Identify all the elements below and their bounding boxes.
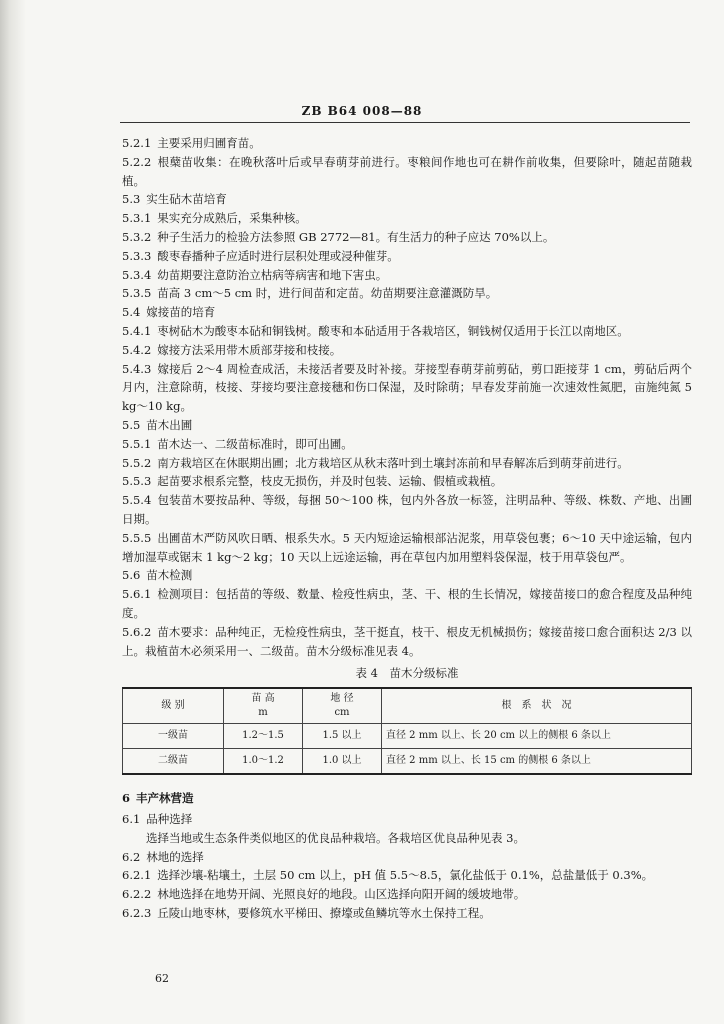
clause-text: 南方栽培区在休眠期出圃；北方栽培区从秋末落叶到土壤封冻前和早春解冻后到萌芽前进行。 — [157, 455, 629, 470]
table-row — [123, 749, 692, 775]
sections-6 — [122, 810, 692, 923]
paragraph — [122, 529, 692, 567]
standard-code-header: ZB B64 008—88 — [301, 104, 423, 118]
cell-root: 直径 2 mm 以上、长 20 cm 以上的侧根 6 条以上 — [382, 724, 692, 749]
table-header-row — [123, 688, 692, 724]
clause-number: 5.6 — [122, 568, 141, 583]
clause-number: 6.2 — [122, 849, 141, 864]
clause-number: 5.3.1 — [122, 211, 152, 226]
chapter-6-heading — [122, 789, 692, 808]
clause-text: 嫁接后 2～4 周检查成活，未接活者要及时补接。芽接型春萌芽前剪砧，剪口距接芽 1 cm，剪砧后两个月内，注意除萌，枝接、芽接均要注意接穗和伤口保湿，及时除萌；早春发芽前施一次速效性氮肥，亩施纯氮 5 kg～10 kg。 — [122, 361, 692, 414]
clause-number: 5.3.3 — [122, 248, 152, 263]
clause-text: 苗木达一、二级苗标准时，即可出圃。 — [157, 436, 353, 451]
table-title: 表 4 苗木分级标准 — [355, 666, 459, 681]
paragraph — [122, 454, 692, 473]
clause-text: 林地的选择 — [146, 849, 204, 864]
clause-number: 5.4.3 — [122, 361, 152, 376]
col-root: 根 系 状 况 — [382, 688, 692, 724]
clause-number: 5.3 — [122, 192, 141, 207]
clause-number: 6.2.2 — [122, 887, 152, 902]
col-diameter-label: 地 径 — [330, 693, 354, 705]
clause-text: 选择当地或生态条件类似地区的优良品种栽培。各栽培区优良品种见表 3。 — [146, 830, 525, 845]
clause-number: 5.6.1 — [122, 587, 152, 602]
clause-number: 5.3.2 — [122, 229, 152, 244]
clause-text: 起苗要求根系完整，枝皮无损伤，并及时包装、运输、假植或栽植。 — [157, 474, 503, 489]
scan-edge-shadow — [0, 0, 26, 1024]
paragraph — [122, 190, 692, 209]
clause-number: 6.2.3 — [122, 905, 152, 920]
paragraph — [122, 303, 692, 322]
cell-root: 直径 2 mm 以上、长 15 cm 的侧根 6 条以上 — [382, 749, 692, 775]
paragraph — [122, 341, 692, 360]
paragraph — [122, 810, 692, 829]
cell-height: 1.2～1.5 — [224, 724, 303, 749]
cell-grade: 一级苗 — [123, 724, 224, 749]
clause-text: 林地选择在地势开阔、光照良好的地段。山区选择向阳开阔的缓坡地带。 — [157, 887, 526, 902]
paragraph — [122, 322, 692, 341]
clause-number: 5.5 — [122, 417, 141, 432]
clause-text: 苗高 3 cm～5 cm 时，进行间苗和定苗。幼苗期要注意灌溉防旱。 — [157, 286, 498, 301]
clause-number: 5.4 — [122, 305, 141, 320]
col-diameter — [303, 688, 382, 724]
chapter-title: 丰产林营造 — [136, 791, 194, 806]
clause-text: 苗木要求：品种纯正，无检疫性病虫，茎干挺直，枝干、根皮无机械损伤；嫁接苗接口愈合面积达 2/3 以上。栽植苗木必须采用一、二级苗。苗木分级标准见表 4。 — [122, 624, 692, 658]
clause-number: 5.2.1 — [122, 136, 152, 150]
paragraph — [122, 228, 692, 247]
clause-number: 5.5.2 — [122, 455, 152, 470]
clause-text: 主要采用归圃育苗。 — [157, 136, 261, 150]
clause-number: 5.6.2 — [122, 624, 152, 639]
paragraph — [122, 284, 692, 303]
clause-number: 5.3.5 — [122, 286, 152, 301]
clause-text: 幼苗期要注意防治立枯病等病害和地下害虫。 — [157, 267, 388, 282]
col-grade: 级 别 — [123, 688, 224, 724]
grading-table — [122, 687, 692, 775]
col-diameter-unit: cm — [334, 707, 350, 719]
paragraph — [122, 904, 692, 923]
clause-text: 根蘖苗收集：在晚秋落叶后或早春萌芽前进行。枣粮间作地也可在耕作前收集，但要除叶，随起苗随栽植。 — [122, 154, 692, 188]
paragraph — [122, 866, 692, 885]
paragraph — [122, 360, 692, 416]
cell-height: 1.0～1.2 — [224, 749, 303, 775]
clause-number: 5.2.2 — [122, 154, 152, 169]
cell-diameter: 1.5 以上 — [303, 724, 382, 749]
clause-text: 苗木检测 — [146, 568, 193, 583]
paragraph — [122, 435, 692, 454]
clause-text: 嫁接方法采用带木质部芽接和枝接。 — [157, 342, 342, 357]
paragraph — [122, 491, 692, 529]
col-height — [224, 688, 303, 724]
page-content — [122, 134, 692, 923]
clause-text: 苗木出圃 — [146, 417, 193, 432]
clause-text: 嫁接苗的培育 — [146, 305, 216, 320]
clause-number: 5.3.4 — [122, 267, 152, 282]
paragraph — [122, 623, 692, 661]
clause-text: 枣树砧木为酸枣本砧和铜钱树。酸枣和本砧适用于各栽培区，铜钱树仅适用于长江以南地区。 — [157, 323, 629, 338]
clause-number: 6.1 — [122, 811, 141, 826]
header-rule — [120, 122, 690, 123]
clause-number: 5.5.5 — [122, 530, 152, 545]
clause-text: 品种选择 — [146, 811, 193, 826]
clause-text: 实生砧木苗培育 — [146, 192, 227, 207]
table-row — [123, 724, 692, 749]
paragraph — [122, 848, 692, 867]
clause-text: 种子生活力的检验方法参照 GB 2772—81。有生活力的种子应达 70%以上。 — [157, 229, 555, 244]
clause-text: 酸枣春播种子应适时进行层积处理或浸种催芽。 — [157, 248, 399, 263]
paragraph — [122, 585, 692, 623]
clause-text: 丘陵山地枣林，要修筑水平梯田、撩壕或鱼鳞坑等水土保持工程。 — [157, 905, 491, 920]
sections-5 — [122, 134, 692, 660]
clause-number: 5.5.4 — [122, 493, 152, 508]
paragraph — [122, 472, 692, 491]
clause-text: 检测项目：包括苗的等级、数量、检疫性病虫，茎、干、根的生长情况，嫁接苗接口的愈合程度及品种纯度。 — [122, 587, 692, 620]
clause-number: 6.2.1 — [122, 868, 152, 883]
col-height-label: 苗 高 — [251, 693, 275, 705]
cell-diameter: 1.0 以上 — [303, 749, 382, 775]
paragraph — [122, 266, 692, 285]
page-number: 62 — [155, 972, 169, 985]
clause-number: 5.5.3 — [122, 474, 152, 489]
paragraph — [122, 566, 692, 585]
clause-number: 5.4.1 — [122, 323, 152, 338]
col-height-unit: m — [258, 707, 268, 719]
chapter-number: 6 — [122, 791, 131, 806]
clause-text: 包装苗木要按品种、等级，每捆 50～100 株，包内外各放一标签，注明品种、等级、株数、产地、出圃日期。 — [122, 493, 692, 526]
paragraph — [122, 885, 692, 904]
clause-text: 果实充分成熟后，采集种核。 — [157, 211, 307, 226]
paragraph — [122, 209, 692, 228]
clause-number: 5.5.1 — [122, 436, 152, 451]
paragraph — [122, 153, 692, 191]
clause-number: 5.4.2 — [122, 342, 152, 357]
clause-text: 选择沙壤-粘壤土，土层 50 cm 以上，pH 值 5.5～8.5，氯化盐低于 0.1%，总盐量低于 0.3%。 — [157, 868, 654, 883]
clause-text: 出圃苗木严防风吹日晒、根系失水。5 天内短途运输根部沾泥浆，用草袋包裹；6～10 天中途运输，包内增加湿草或锯末 1 kg～2 kg；10 天以上远途运输，再在草包内加用塑料袋保湿，枝于用草袋包严。 — [122, 530, 692, 564]
paragraph — [122, 416, 692, 435]
paragraph — [122, 247, 692, 266]
paragraph — [122, 134, 692, 153]
paragraph — [122, 829, 692, 848]
cell-grade: 二级苗 — [123, 749, 224, 775]
